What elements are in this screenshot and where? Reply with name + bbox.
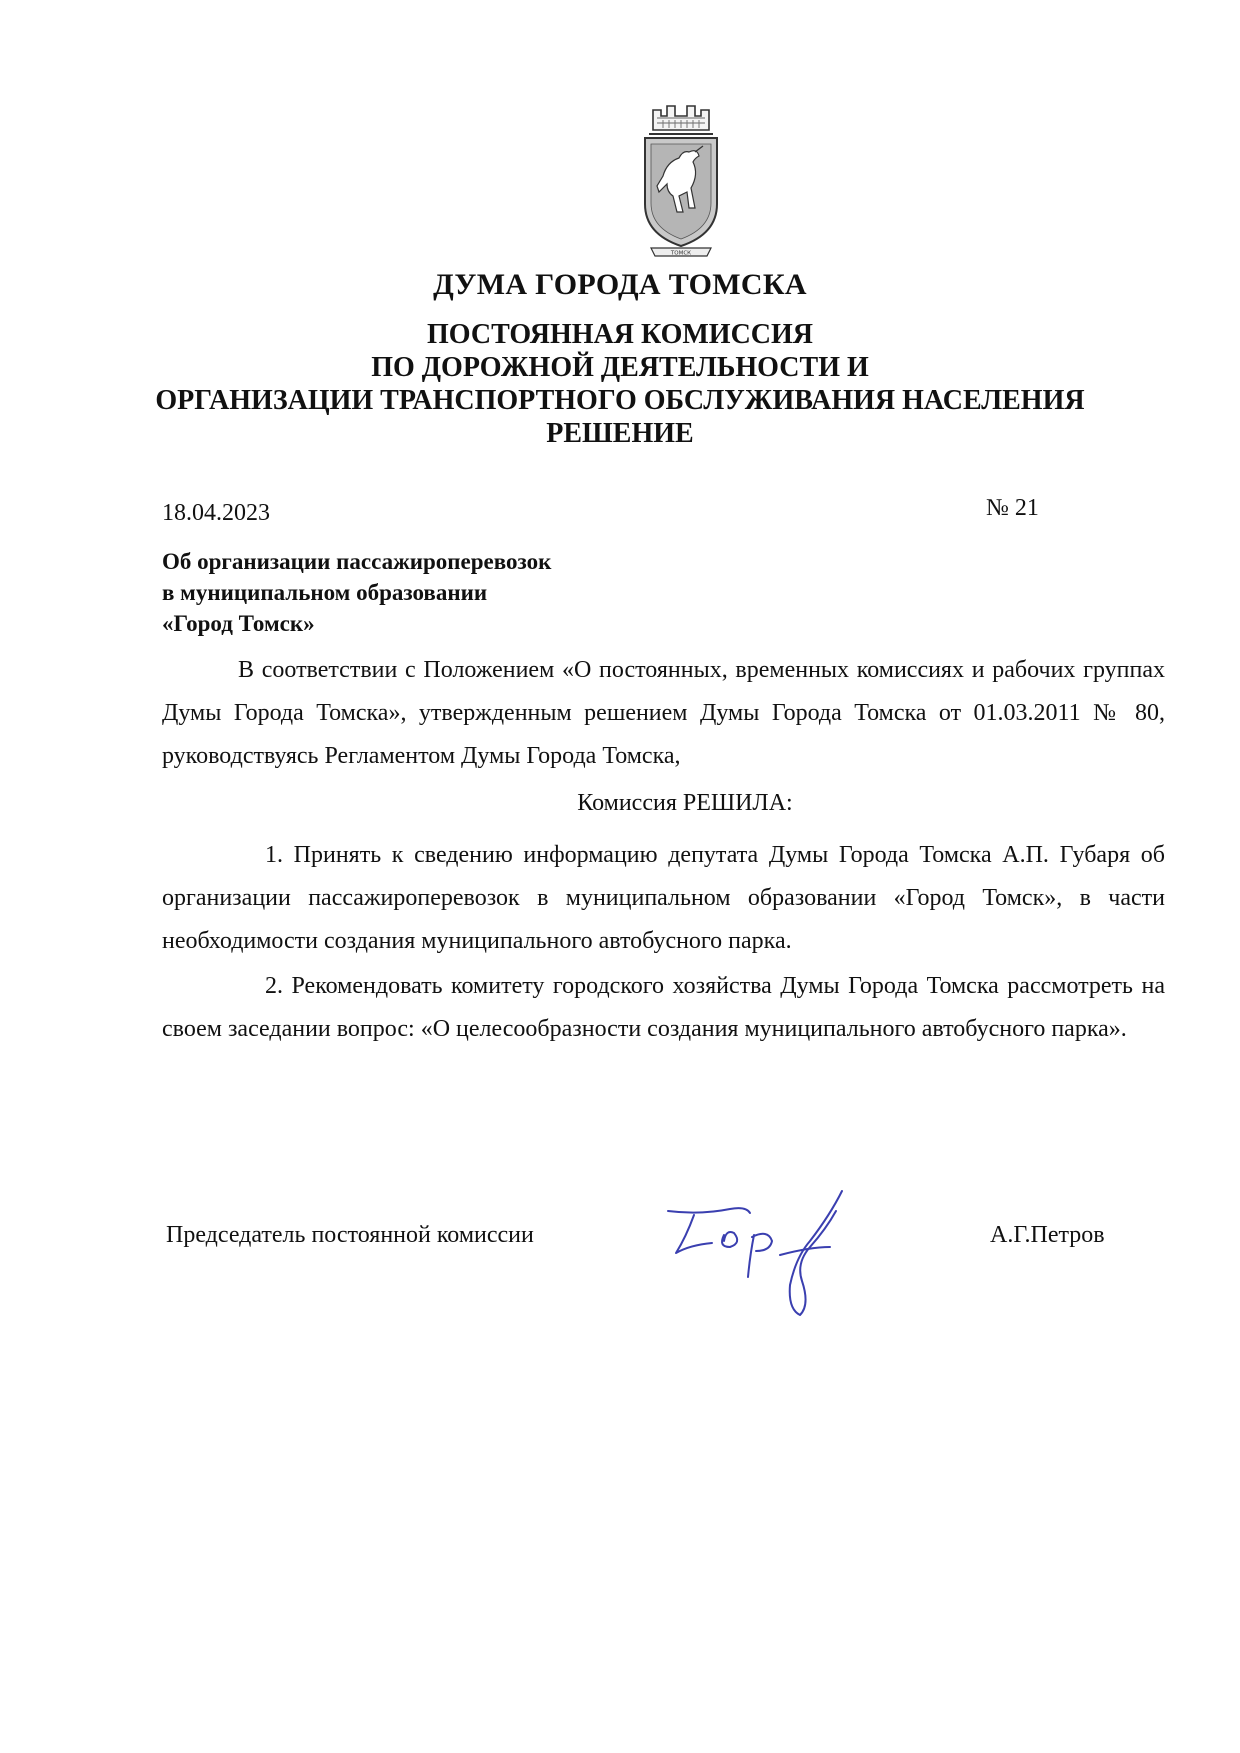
document-subject	[162, 546, 551, 639]
handwritten-signature	[660, 1185, 870, 1335]
document-number: № 21	[986, 495, 1039, 521]
subject-line-2: в муниципальном образовании	[162, 580, 488, 605]
document-date: 18.04.2023	[162, 500, 270, 526]
chair-title: Председатель постоянной комиссии	[166, 1222, 534, 1248]
preamble-paragraph: В соответствии с Положением «О постоянных, временных комиссиях и рабочих группах Думы Города Томска», утвержденным решением Думы Города Томска от 01.03.2011 № 80, руководствуясь Регламентом Думы Города Томска,	[162, 657, 1165, 769]
subject-line-1: Об организации пассажироперевозок	[162, 549, 552, 574]
duma-title: ДУМА ГОРОДА ТОМСКА	[433, 268, 807, 301]
decision-item-2: 2. Рекомендовать комитету городского хозяйства Думы Города Томска рассмотреть на своем заседании вопрос: «О целесообразности создания муниципального автобусного парка».	[162, 973, 1165, 1042]
commission-title	[0, 318, 1240, 450]
decision-item-1: 1. Принять к сведению информацию депутата Думы Города Томска А.П. Губаря об организации пассажироперевозок в муниципальном образовании «Город Томск», в части необходимости создания муниципального автобусного парка.	[162, 842, 1165, 954]
decided-heading: Комиссия РЕШИЛА:	[577, 790, 793, 816]
coat-of-arms-emblem	[633, 96, 729, 262]
chair-name: А.Г.Петров	[990, 1222, 1105, 1248]
commission-line-1: ПОСТОЯННАЯ КОМИССИЯ	[426, 319, 814, 350]
decision-heading: РЕШЕНИЕ	[546, 418, 694, 449]
subject-line-3: «Город Томск»	[162, 611, 315, 636]
commission-line-2: ПО ДОРОЖНОЙ ДЕЯТЕЛЬНОСТИ И	[371, 352, 869, 383]
emblem-ribbon-text: ТОМСК	[670, 250, 692, 257]
commission-line-3: ОРГАНИЗАЦИИ ТРАНСПОРТНОГО ОБСЛУЖИВАНИЯ НАСЕЛЕНИЯ	[155, 385, 1085, 416]
signature-strokes	[668, 1191, 842, 1315]
